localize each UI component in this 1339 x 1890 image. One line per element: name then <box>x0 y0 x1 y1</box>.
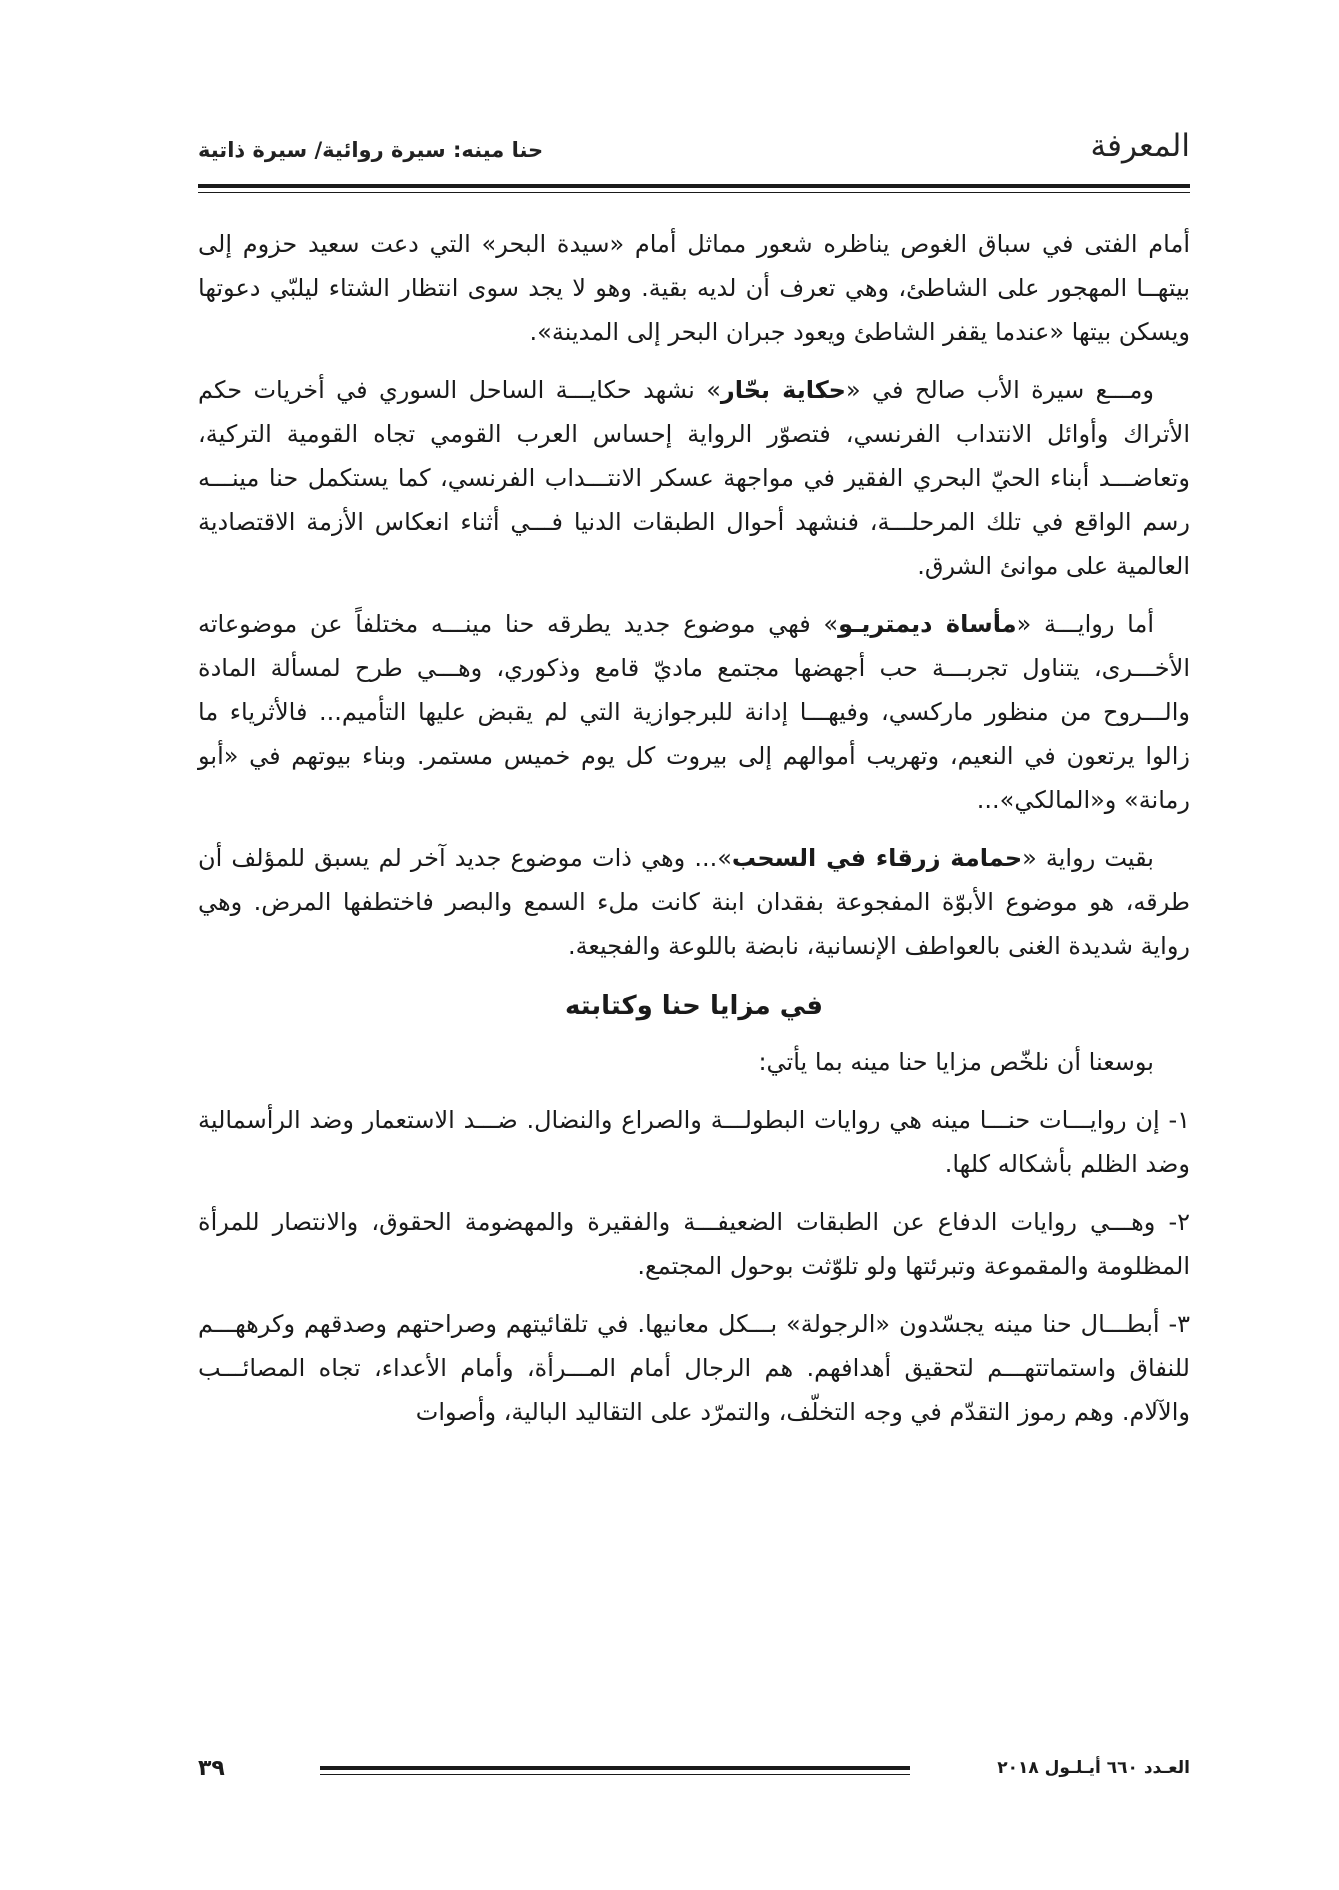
list-item: ٣- أبطـــال حنا مينه يجسّدون «الرجولة» بـــكل معانيها. في تلقائيتهم وصراحتهم وصدقهم وكرههـــم للنفاق واستماتتهـــم لتحقيق أهدافهم. هم الرجال أمام المـــرأة، وأمام الأعداء، تجاه المصائـــب والآلام. وهم رموز التقدّم في وجه التخلّف، والتمرّد على التقاليد البالية، وأصوات <box>198 1310 1190 1426</box>
paragraph: ومـــع سيرة الأب صالح في «حكاية بحّار» نشهد حكايـــة الساحل السوري في أخريات حكم الأتراك وأوائل الانتداب الفرنسي، فتصوّر الرواية إحساس العرب القومي تجاه القومية التركية، وتعاضـــد أبناء الحيّ البحري الفقير في مواجهة عسكر الانتـــداب الفرنسي، كما يستكمل حنا مينـــه رسم الواقع في تلك المرحلـــة، فنشهد أحوال الطبقات الدنيا فـــي أثناء انعكاس الأزمة الاقتصادية العالمية على موانئ الشرق. <box>198 376 1190 580</box>
article-body <box>198 222 1190 1448</box>
running-title: حنا مينه: سيرة روائية/ سيرة ذاتية <box>198 138 544 162</box>
paragraph: أمام الفتى في سباق الغوص يناظره شعور مماثل أمام «سيدة البحر» التي دعت سعيد حزوم إلى بيتهــا المهجور على الشاطئ، وهي تعرف أن لديه بقية. وهو لا يجد سوى انتظار الشتاء ليلبّي دعوتها ويسكن بيتها «عندما يقفر الشاطئ ويعود جبران البحر إلى المدينة». <box>198 230 1190 346</box>
list-item: ١- إن روايـــات حنـــا مينه هي روايات البطولـــة والصراع والنضال. ضـــد الاستعمار وضد الرأسمالية وضد الظلم بأشكاله كلها. <box>198 1106 1190 1178</box>
page-header <box>198 128 1190 180</box>
book-title: حمامة زرقاء في السحب <box>731 844 1023 872</box>
book-title: مأساة ديمتريـو <box>838 610 1017 638</box>
header-rule <box>198 184 1190 188</box>
header-rule-thin <box>198 192 1190 193</box>
footer-rule-thin <box>320 1774 910 1775</box>
issue-info: العـدد ٦٦٠ أيـلـول ٢٠١٨ <box>997 1758 1190 1778</box>
paragraph: بقيت رواية «حمامة زرقاء في السحب»... وهي ذات موضوع جديد آخر لم يسبق للمؤلف أن طرقه، هو موضوع الأبوّة المفجوعة بفقدان ابنة كانت ملء السمع والبصر فاختطفها المرض. وهي رواية شديدة الغنى بالعواطف الإنسانية، نابضة باللوعة والفجيعة. <box>198 844 1190 960</box>
page-number: ٣٩ <box>198 1756 225 1781</box>
list-item: ٢- وهـــي روايات الدفاع عن الطبقات الضعيفـــة والفقيرة والمهضومة الحقوق، والانتصار للمرأة المظلومة والمقموعة وتبرئتها ولو تلوّثت بوحول المجتمع. <box>198 1208 1190 1280</box>
book-title: حكاية بحّار <box>720 376 846 404</box>
footer-rule <box>320 1766 910 1770</box>
magazine-logo: المعرفة <box>1090 128 1190 164</box>
paragraph: بوسعنا أن نلخّص مزايا حنا مينه بما يأتي: <box>758 1048 1154 1076</box>
section-heading: في مزايا حنا وكتابته <box>564 991 824 1021</box>
page-footer <box>198 1756 1190 1796</box>
paragraph: أما روايـــة «مأساة ديمتريـو» فهي موضوع جديد يطرقه حنا مينـــه مختلفاً عن موضوعاته الأخـــرى، يتناول تجربـــة حب أجهضها مجتمع ماديّ قامع وذكوري، وهـــي طرح لمسألة المادة والـــروح من منظور ماركسي، وفيهـــا إدانة للبرجوازية التي لم يقبض عليها التأميم... فالأثرياء ما زالوا يرتعون في النعيم، وتهريب أموالهم إلى بيروت كل يوم خميس مستمر. وبناء بيوتهم في «أبو رمانة» و«المالكي»... <box>198 610 1190 814</box>
